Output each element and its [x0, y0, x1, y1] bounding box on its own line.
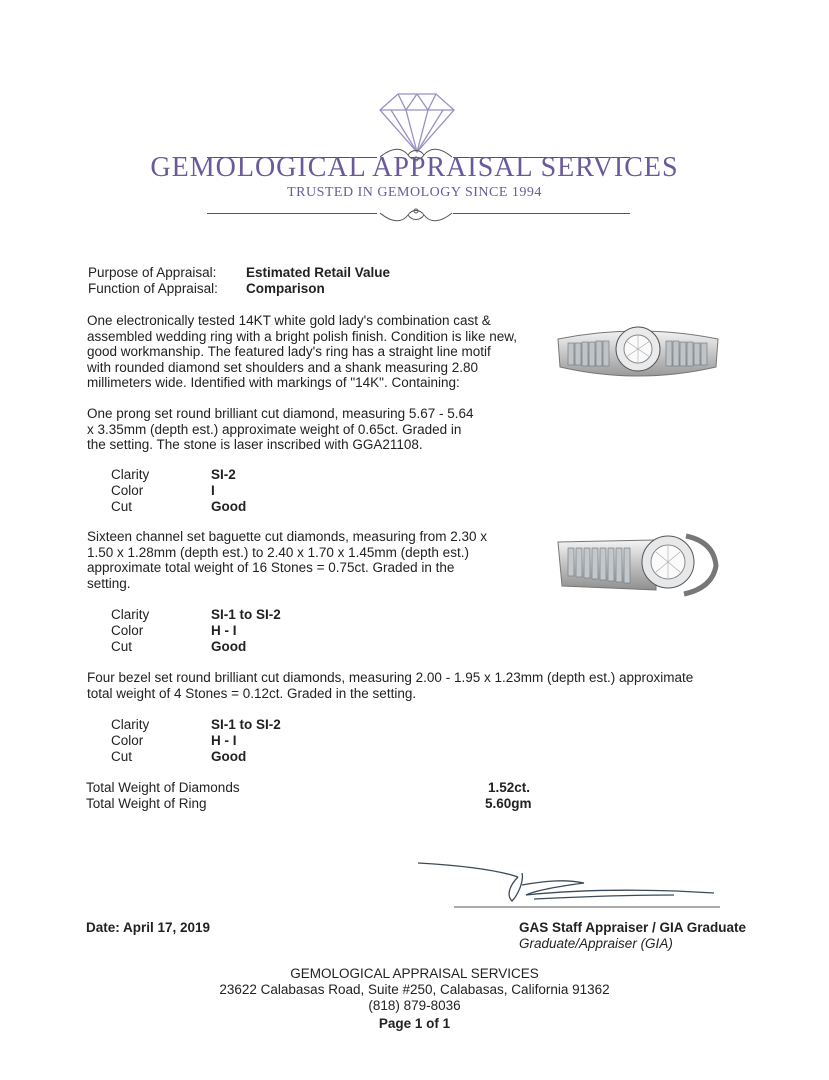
stone-2-description: Sixteen channel set baguette cut diamonds, measuring from 2.30 x 1.50 x 1.28mm (depth est.) to 2.40 x 1.70 x 1.45mm (depth est.) approximate total weight of 16 Stones = 0.75ct. Graded in the setting.	[87, 529, 487, 591]
stone-1-color: Color I	[111, 483, 215, 498]
total-diamonds-label: Total Weight of Diamonds	[86, 780, 240, 795]
stone-3-color: Color H - I	[111, 733, 237, 748]
footer-company: GEMOLOGICAL APPRAISAL SERVICES	[290, 966, 539, 981]
header-bottom-rule	[453, 213, 630, 214]
appraisal-date: Date: April 17, 2019	[86, 920, 211, 935]
stone-1-cut: Cut Good	[111, 499, 247, 514]
footer-phone: (818) 879-8036	[368, 998, 461, 1013]
flourish-icon	[378, 203, 454, 225]
total-diamonds-value: 1.52ct.	[488, 780, 531, 795]
stone-3-clarity: Clarity SI-1 to SI-2	[111, 717, 281, 732]
stone-2-color: Color H - I	[111, 623, 237, 638]
page-number: Page 1 of 1	[378, 1016, 451, 1031]
stone-1-clarity: Clarity SI-2	[111, 467, 236, 482]
function-value: Comparison	[246, 281, 325, 296]
stone-3-cut: Cut Good	[111, 749, 247, 764]
total-ring-value: 5.60gm	[485, 796, 532, 811]
footer-address: 23622 Calabasas Road, Suite #250, Calabasas, California 91362	[219, 982, 610, 997]
appraiser-subtitle: Graduate/Appraiser (GIA)	[519, 936, 673, 951]
signature	[414, 855, 720, 913]
company-name: GEMOLOGICAL APPRAISAL SERVICES	[150, 152, 679, 183]
ring-description: One electronically tested 14KT white gold lady's combination cast & assembled wedding ring with a bright polish finish. Condition is like new, good workmanship. The featured lady's ring has a straight line motif with rounded diamond set shoulders and a shank measuring 2.80 millimeters wide. Identified with markings of "14K". Containing:	[87, 313, 517, 391]
appraiser-title: GAS Staff Appraiser / GIA Graduate	[519, 920, 747, 935]
stone-3-description: Four bezel set round brilliant cut diamonds, measuring 2.00 - 1.95 x 1.23mm (depth est.) approximate total weight of 4 Stones = 0.12ct. Graded in the setting.	[87, 670, 694, 701]
purpose-value: Estimated Retail Value	[246, 265, 391, 280]
header-bottom-rule	[207, 213, 377, 214]
total-ring-label: Total Weight of Ring	[86, 796, 207, 811]
ring-photo-side	[556, 522, 720, 604]
function-label: Function of Appraisal:	[88, 281, 218, 296]
company-tagline: TRUSTED IN GEMOLOGY SINCE 1994	[287, 185, 542, 200]
purpose-label: Purpose of Appraisal:	[88, 265, 217, 280]
ring-photo-front	[556, 315, 720, 389]
stone-1-description: One prong set round brilliant cut diamond, measuring 5.67 - 5.64 x 3.35mm (depth est.) approximate weight of 0.65ct. Graded in the setting. The stone is laser inscribed with GGA21108.	[87, 406, 474, 453]
stone-2-cut: Cut Good	[111, 639, 247, 654]
stone-2-clarity: Clarity SI-1 to SI-2	[111, 607, 281, 622]
